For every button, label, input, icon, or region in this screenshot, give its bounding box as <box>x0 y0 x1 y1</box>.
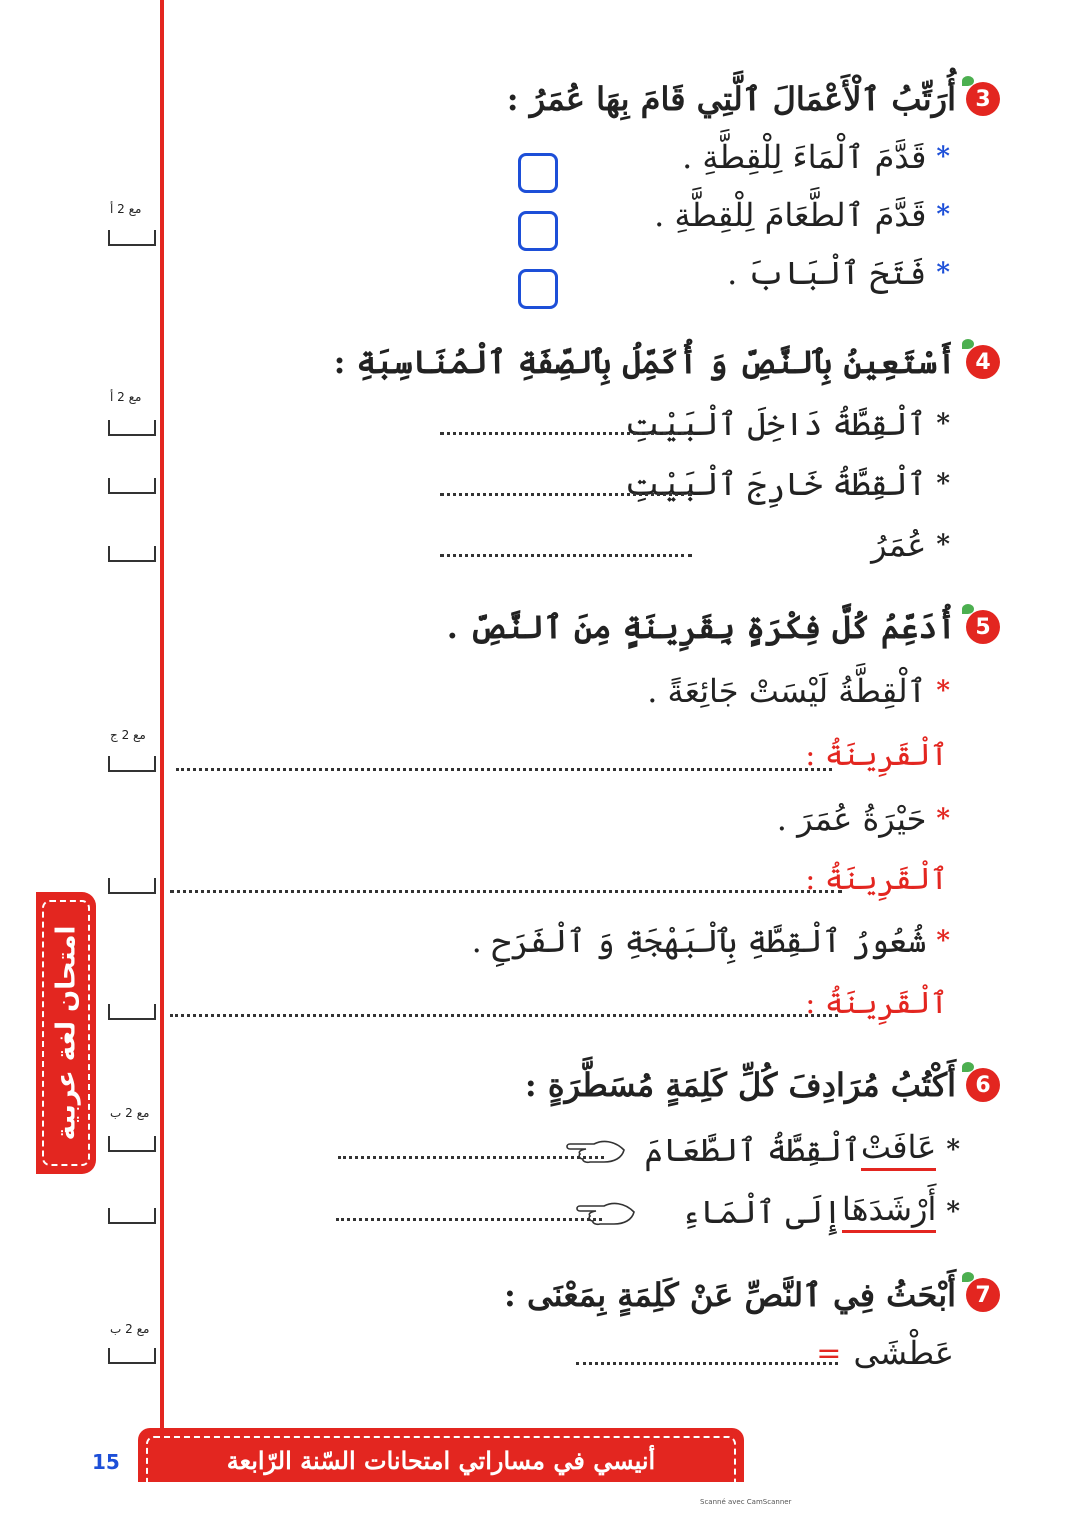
question-5-header <box>447 608 1000 646</box>
bullet-star-icon: * <box>936 926 950 956</box>
evidence-label-1: ٱلْقَرِينَةُ : <box>805 738 948 773</box>
answer-line[interactable] <box>576 1356 838 1365</box>
answer-line[interactable] <box>170 1008 838 1017</box>
bullet-star-icon: * <box>946 1196 960 1227</box>
evidence-label-2: ٱلْقَرِينَةُ : <box>805 862 948 897</box>
question-6-header <box>525 1066 1000 1104</box>
score-box[interactable] <box>108 878 156 894</box>
score-box[interactable] <box>108 1136 156 1152</box>
mark-label: مع 2 أ <box>110 390 142 404</box>
answer-line[interactable] <box>440 548 692 557</box>
answer-line[interactable] <box>170 884 842 893</box>
answer-line[interactable] <box>338 1150 604 1159</box>
order-box-2[interactable] <box>518 211 558 251</box>
side-tab <box>36 892 96 1174</box>
underlined-word: أَرْشَدَهَا <box>842 1190 937 1233</box>
evidence-label-3: ٱلْقَرِينَةُ : <box>805 986 948 1021</box>
score-box[interactable] <box>108 546 156 562</box>
question-6-title: أَكْتُبُ مُرَادِفَ كُلِّ كَلِمَةٍ مُسَطَّرَةٍ : <box>524 1066 956 1104</box>
bullet-star-icon: * <box>936 804 950 834</box>
q4-item-1: * ٱلْقِطَّةُ دَاخِلَ ٱلْبَيْتِ <box>624 405 950 443</box>
q5-item-3: * شُعُورُ ٱلْقِطَّةِ بِٱلْبَهْجَةِ وَ ٱلْفَرَحِ . <box>471 922 950 960</box>
mark-label: مع 2 ب <box>110 1106 150 1120</box>
q7-item: عَطْشَى = <box>816 1334 954 1372</box>
mark-label: مع 2 ج <box>110 728 146 742</box>
q5-item-2: * حَيْرَةُ عُمَرَ . <box>776 800 950 838</box>
question-4-title: أَسْتَعِينُ بِٱلنَّصِّ وَ أُكَمِّلُ بِٱلصِّفَةِ ٱلْمُنَاسِبَةِ : <box>333 343 956 381</box>
order-box-1[interactable] <box>518 153 558 193</box>
score-box[interactable] <box>108 230 156 246</box>
question-4-header <box>334 343 1000 381</box>
mark-label: مع 2 ب <box>110 1322 150 1336</box>
score-box[interactable] <box>108 478 156 494</box>
question-number-badge: 4 <box>966 345 1000 379</box>
q6-item-1: * عَافَتْ ٱلْقِطَّةُ ٱلطَّعَامَ <box>546 1128 960 1171</box>
question-3-title: أُرَتِّبُ ٱلْأَعْمَالَ ٱلَّتِي قَامَ بِهَا عُمَرُ : <box>506 80 956 118</box>
q3-item-1: * قَدَّمَ ٱلْمَاءَ لِلْقِطَّةِ . <box>682 138 950 176</box>
footer-text: أنيسي في مساراتي امتحانات السّنة الرّابعة <box>226 1445 656 1475</box>
answer-line[interactable] <box>440 487 692 496</box>
margin-line <box>160 0 164 1440</box>
answer-line[interactable] <box>336 1212 602 1221</box>
mark-label: مع 2 أ <box>110 202 142 216</box>
score-box[interactable] <box>108 1208 156 1224</box>
bullet-star-icon: * <box>936 676 950 706</box>
question-number-badge: 7 <box>966 1278 1000 1312</box>
question-number-badge: 3 <box>966 82 1000 116</box>
page-number: 15 <box>92 1450 120 1474</box>
score-box[interactable] <box>108 756 156 772</box>
scanner-note: Scanné avec CamScanner <box>700 1498 792 1506</box>
q6-item-2: * أَرْشَدَهَا إِلَى ٱلْمَاءِ <box>556 1190 960 1233</box>
order-box-3[interactable] <box>518 269 558 309</box>
answer-line[interactable] <box>440 426 692 435</box>
score-box[interactable] <box>108 1004 156 1020</box>
footer-banner <box>138 1428 744 1482</box>
question-3-header <box>507 80 1000 118</box>
q5-item-1: * ٱلْقِطَّةُ لَيْسَتْ جَائِعَةً . <box>647 672 950 710</box>
question-number-badge: 5 <box>966 610 1000 644</box>
q4-item-3: * عُمَرُ <box>871 526 950 564</box>
underlined-word: عَافَتْ <box>861 1128 937 1171</box>
question-5-title: أُدَعِّمُ كُلَّ فِكْرَةٍ بِقَرِينَةٍ مِنَ ٱلنَّصِّ . <box>446 608 956 646</box>
bullet-star-icon: * <box>936 530 950 560</box>
q4-item-2: * ٱلْقِطَّةُ خَارِجَ ٱلْبَيْتِ <box>624 465 950 503</box>
bullet-star-icon: * <box>946 1134 960 1165</box>
bullet-star-icon: * <box>936 200 950 230</box>
bullet-star-icon: * <box>936 258 950 288</box>
answer-line[interactable] <box>176 762 832 771</box>
bullet-star-icon: * <box>936 469 950 499</box>
q3-item-3: * فَتَحَ ٱلْبَابَ . <box>727 254 950 292</box>
side-tab-text: امتحان لغة عربية <box>51 925 82 1141</box>
bullet-star-icon: * <box>936 142 950 172</box>
score-box[interactable] <box>108 420 156 436</box>
question-7-title: أَبْحَثُ فِي ٱلنَّصِّ عَنْ كَلِمَةٍ بِمَعْنَى : <box>504 1276 956 1314</box>
question-7-header <box>504 1276 1000 1314</box>
bullet-star-icon: * <box>936 409 950 439</box>
q3-item-2: * قَدَّمَ ٱلطَّعَامَ لِلْقِطَّةِ . <box>654 196 950 234</box>
score-box[interactable] <box>108 1348 156 1364</box>
question-number-badge: 6 <box>966 1068 1000 1102</box>
